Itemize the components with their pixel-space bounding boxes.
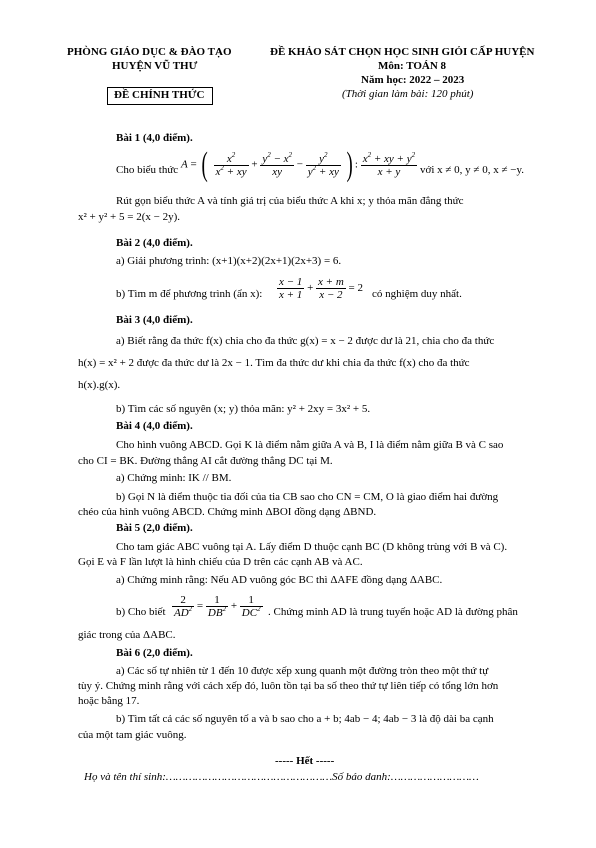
problem-1-task-equation: x² + y² + 5 = 2(x − 2y). — [78, 211, 180, 223]
problem-5b-tail: . Chứng minh AD là trung tuyến hoặc AD là đường phân — [268, 606, 518, 618]
problem-2b-equation: $\frac{x - 1}{x + 1}$ + $\frac{x + m}{x - 2}$ = 2 — [279, 276, 363, 301]
problem-3a-line1: a) Biết rằng đa thức f(x) chia cho đa thức g(x) = x − 2 được dư là 21, chia cho đa thức — [116, 335, 495, 347]
problem-5b-text: b) Cho biết — [116, 606, 166, 618]
problem-1-condition: với x ≠ 0, y ≠ 0, x ≠ −y. — [420, 164, 524, 176]
exam-time: (Thời gian làm bài: 120 phút) — [342, 88, 474, 100]
problem-2b-text: b) Tìm m để phương trình (ẩn x): — [116, 288, 263, 300]
problem-6b-line1: b) Tìm tất cả các số nguyên tố a và b sao cho a + b; 4ab − 4; 4ab − 3 là độ dài ba cạnh — [116, 713, 494, 725]
problem-2-title: Bài 2 (4,0 điểm). — [116, 237, 193, 249]
problem-4-title: Bài 4 (4,0 điểm). — [116, 420, 193, 432]
problem-3b: b) Tìm các số nguyên (x; y) thỏa mãn: y² + 2xy = 3x² + 5. — [116, 403, 371, 415]
problem-4b-line2: chéo của hình vuông ABCD. Chứng minh ΔBOI đồng dạng ΔBND. — [78, 506, 377, 518]
problem-6a-line2: tùy ý. Chứng minh rằng với cách xếp đó, luôn tồn tại ba số theo thứ tự liên tiếp có tổng lớn hơn — [78, 680, 499, 692]
problem-3a-line2: h(x) = x² + 2 được đa thức dư là 2x − 1. Tìm đa thức dư khi chia đa thức f(x) cho đa thức — [78, 357, 470, 369]
expression-A: A = ( $\frac{x^2}{x^2 + xy}$ + $\frac{y^2 - x^2}{xy}$ − $\frac{y^2}{y^2 + xy}$ ) : $\frac{x^2 + xy + y^2}{x + y}$ — [181, 146, 416, 183]
official-label: ĐỀ CHÍNH THỨC — [114, 89, 205, 101]
problem-4a: a) Chứng minh: IK // BM. — [116, 472, 232, 484]
problem-5b-line2: giác trong của ΔABC. — [78, 629, 176, 641]
problem-6a-line1: a) Các số tự nhiên từ 1 đến 10 được xếp xung quanh một đường tròn theo một thứ tự — [116, 665, 489, 677]
problem-1-title: Bài 1 (4,0 điểm). — [116, 132, 193, 144]
problem-6-title: Bài 6 (2,0 điểm). — [116, 647, 193, 659]
problem-5b-equation: $\frac{2}{AD^2}$ = $\frac{1}{DB^2}$ + $\frac{1}{DC^2}$ — [174, 594, 261, 619]
problem-2b-tail: có nghiệm duy nhất. — [372, 288, 462, 300]
problem-4-text2: cho CI = BK. Đường thẳng AI cắt đường thẳng DC tại M. — [78, 455, 333, 467]
exam-title: ĐỀ KHẢO SÁT CHỌN HỌC SINH GIỎI CẤP HUYỆN — [270, 46, 535, 58]
problem-5-text1: Cho tam giác ABC vuông tại A. Lấy điểm D thuộc cạnh BC (D không trùng với B và C). — [116, 541, 508, 553]
end-marker: ----- Hết ----- — [275, 755, 335, 767]
problem-1-task: Rút gọn biểu thức A và tính giá trị của biểu thức A khi x; y thỏa mãn đẳng thức — [116, 195, 464, 207]
problem-6b-line2: của một tam giác vuông. — [78, 729, 187, 741]
problem-4-text1: Cho hình vuông ABCD. Gọi K là điểm nằm giữa A và B, I là điểm nằm giữa B và C sao — [116, 439, 504, 451]
problem-2a: a) Giải phương trình: (x+1)(x+2)(2x+1)(2x+3) = 6. — [116, 255, 342, 267]
problem-6a-line3: hoặc bằng 17. — [78, 695, 140, 707]
problem-3a-line3: h(x).g(x). — [78, 379, 121, 391]
problem-5a: a) Chứng minh rằng: Nếu AD vuông góc BC thì ΔAFE đồng dạng ΔABC. — [116, 574, 443, 586]
problem-5-title: Bài 5 (2,0 điểm). — [116, 522, 193, 534]
problem-1-given: Cho biểu thức — [116, 164, 179, 176]
subject: Môn: TOÁN 8 — [378, 60, 447, 72]
problem-4b-line1: b) Gọi N là điểm thuộc tia đối của tia CB sao cho CN = CM, O là giao điểm hai đường — [116, 491, 499, 503]
candidate-info: Họ và tên thí sinh:……………………………………………Số báo danh:……………………… — [84, 771, 479, 783]
district-name: HUYỆN VŨ THƯ — [112, 60, 198, 72]
department-name: PHÒNG GIÁO DỤC & ĐÀO TẠO — [67, 46, 232, 58]
school-year: Năm học: 2022 – 2023 — [361, 74, 465, 86]
problem-3-title: Bài 3 (4,0 điểm). — [116, 314, 193, 326]
problem-5-text2: Gọi E và F lần lượt là hình chiếu của D trên các cạnh AB và AC. — [78, 556, 363, 568]
